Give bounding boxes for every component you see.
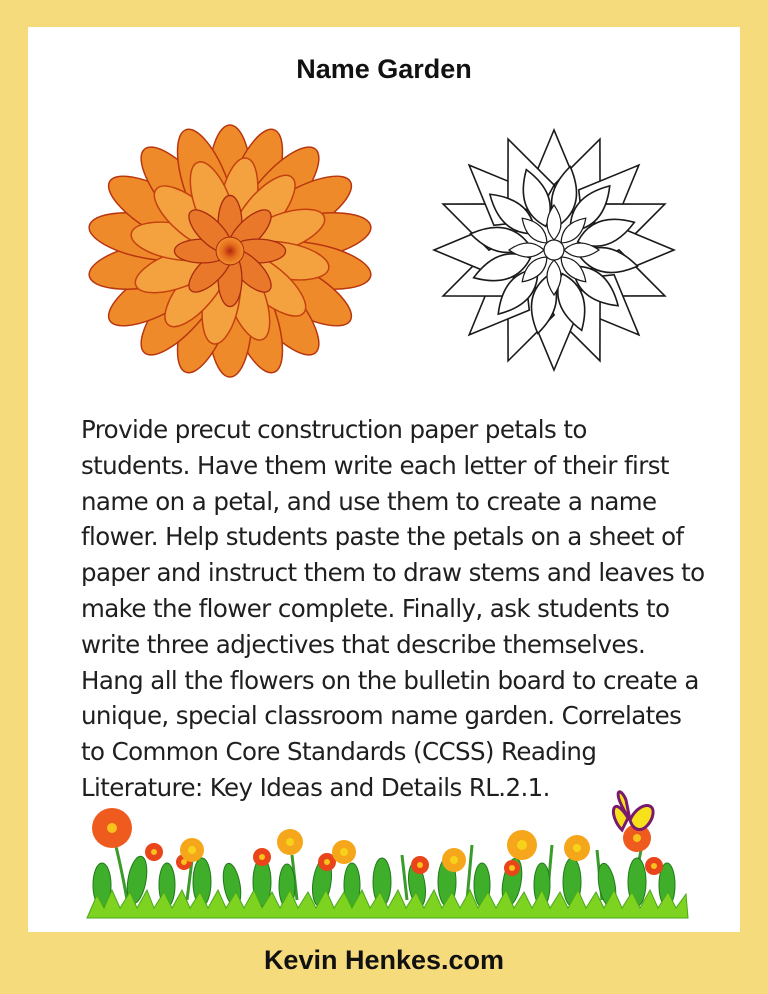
text-line: Literature: Key Ideas and Details RL.2.1. bbox=[81, 772, 550, 802]
orange-dahlia-image bbox=[78, 122, 382, 380]
text-line: students. Have them write each letter of their first bbox=[81, 450, 669, 480]
activity-description bbox=[81, 412, 711, 806]
text-line: name on a petal, and use them to create a name bbox=[81, 486, 657, 516]
outline-dahlia-image bbox=[414, 120, 694, 380]
text-line: flower. Help students paste the petals on a sheet of bbox=[81, 522, 684, 552]
text-line: unique, special classroom name garden. Correlates bbox=[81, 701, 682, 731]
garden-border-image bbox=[82, 790, 692, 920]
butterfly-icon bbox=[613, 792, 653, 830]
page-title: Name Garden bbox=[296, 54, 472, 84]
text-line: to Common Core Standards (CCSS) Reading bbox=[81, 737, 597, 767]
text-line: paper and instruct them to draw stems and leaves to bbox=[81, 558, 705, 588]
footer-site-name: Kevin Henkes.com bbox=[263, 945, 505, 975]
text-line: Hang all the flowers on the bulletin board to create a bbox=[81, 665, 699, 695]
text-line: make the flower complete. Finally, ask students to bbox=[81, 593, 670, 623]
text-line: Provide precut construction paper petals to bbox=[81, 415, 587, 444]
text-line: write three adjectives that describe themselves. bbox=[81, 629, 646, 659]
